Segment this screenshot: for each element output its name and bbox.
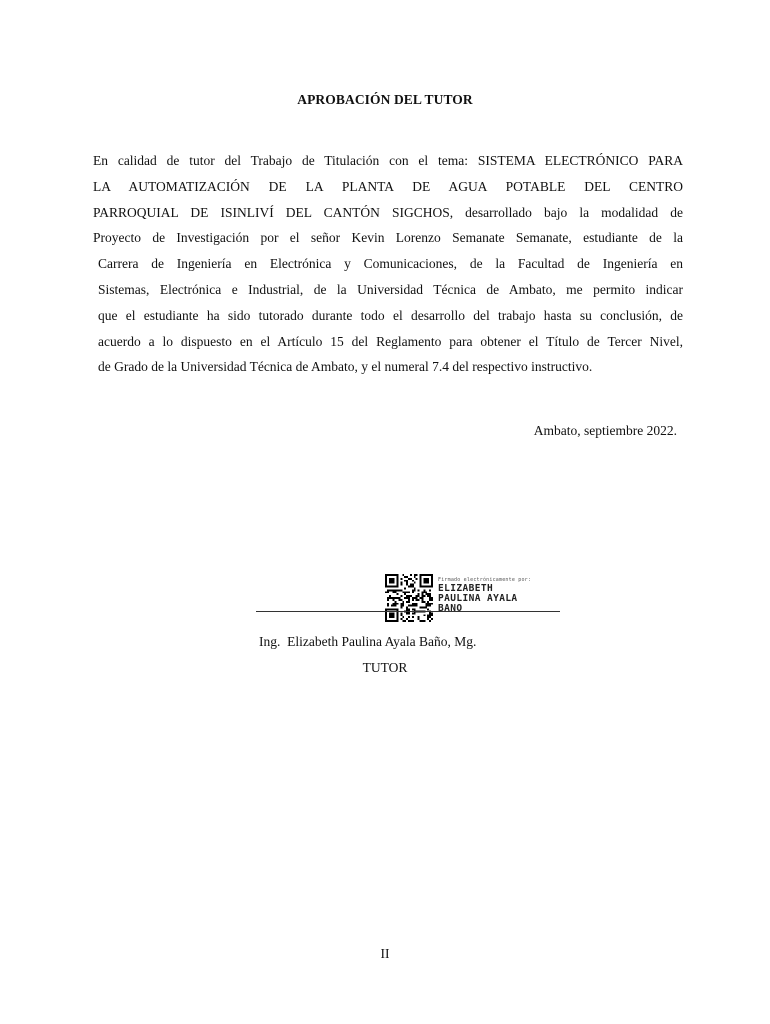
signature-line [256,611,560,612]
page-title: APROBACIÓN DEL TUTOR [297,92,473,107]
signer-role: TUTOR [362,660,408,675]
paragraph-line: Sistemas, Electrónica e Industrial, de la Universidad Técnica de Ambato, me permito indicar [98,281,683,297]
document-date: Ambato, septiembre 2022. [533,423,677,438]
paragraph-line: acuerdo a lo dispuesto en el Artículo 15 del Reglamento para obtener el Título de Tercer Nivel, [98,333,683,349]
paragraph-line: Proyecto de Investigación por el señor Kevin Lorenzo Semanate Semanate, estudiante de la [93,230,683,246]
signature-name-line: ELIZABETH [438,583,494,594]
approval-paragraph [93,148,683,380]
electronic-signature [385,574,565,614]
page-number: II [380,946,390,961]
paragraph-line: En calidad de tutor del Trabajo de Titulación con el tema: SISTEMA ELECTRÓNICO PARA [93,153,683,168]
signature-caption: Firmado electrónicamente por: [438,577,532,583]
signature-stamp-text [438,577,531,614]
signature-name-line: BANO [438,603,463,614]
signature-name-line: PAULINA AYALA [438,593,518,604]
paragraph-line: Carrera de Ingeniería en Electrónica y Comunicaciones, de la Facultad de Ingeniería en [98,256,683,272]
paragraph-line: LA AUTOMATIZACIÓN DE LA PLANTA DE AGUA POTABLE DEL CENTRO [93,178,683,194]
paragraph-line: que el estudiante ha sido tutorado durante todo el desarrollo del trabajo hasta su conclusión, de [98,307,683,323]
qr-code-icon [385,574,433,622]
paragraph-line: de Grado de la Universidad Técnica de Ambato, y el numeral 7.4 del respectivo instructivo. [98,359,593,375]
paragraph-line: PARROQUIAL DE ISINLIVÍ DEL CANTÓN SIGCHOS, desarrollado bajo la modalidad de [93,204,683,220]
signer-name: Ing. Elizabeth Paulina Ayala Baño, Mg. [259,634,477,649]
